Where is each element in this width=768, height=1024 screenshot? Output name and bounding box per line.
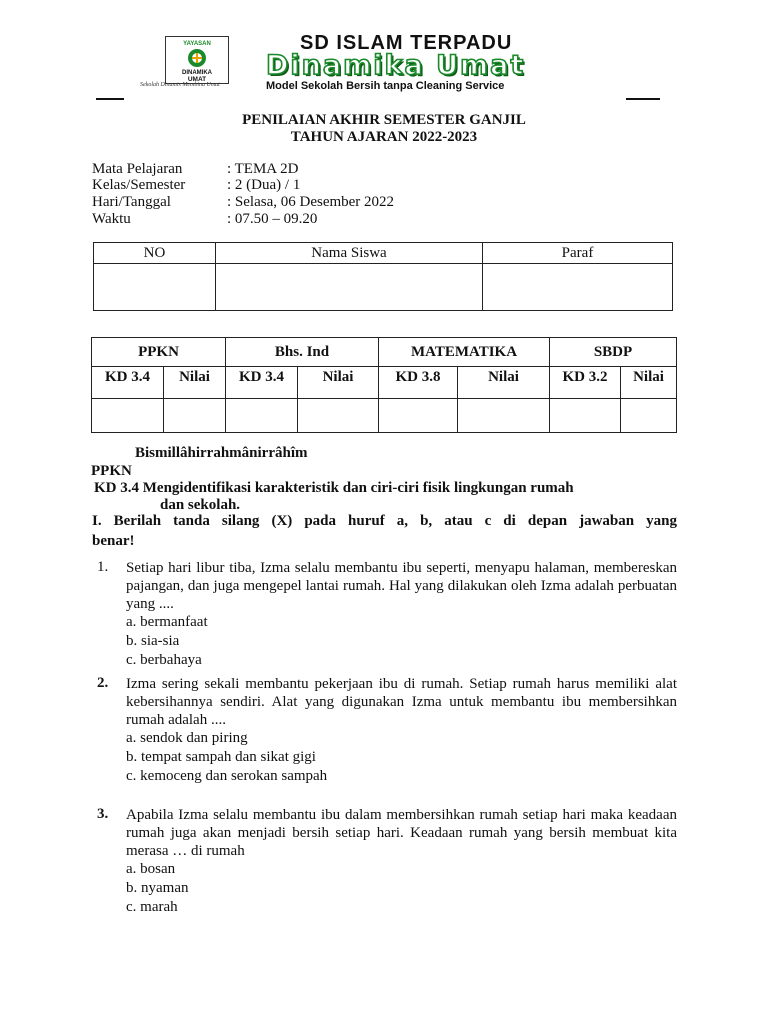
score-cell[interactable] [621, 399, 677, 433]
info-row [92, 177, 300, 194]
kd-header: KD 3.4 [92, 367, 164, 399]
info-value: : TEMA 2D [227, 161, 299, 177]
question-text: Setiap hari libur tiba, Izma selalu membantu ibu seperti, menyapu halaman, membereskan pajangan, dan juga mengepel lantai rumah. Hal yang dilakukan oleh Izma adalah perbuatan yang .... [126, 560, 677, 612]
options [126, 613, 677, 670]
option[interactable]: b. nyaman [126, 880, 189, 896]
question-number: 3. [97, 806, 109, 822]
kd-description-cont: dan sekolah. [160, 497, 241, 513]
question-number: 1. [97, 559, 109, 575]
option[interactable]: a. sendok dan piring [126, 730, 248, 746]
column-header: Nama Siswa [216, 243, 483, 264]
score-cell[interactable] [458, 399, 550, 433]
option[interactable]: b. tempat sampah dan sikat gigi [126, 749, 316, 765]
info-label: Waktu [92, 211, 131, 227]
instruction-cont: benar! [92, 533, 135, 549]
subject-header: SBDP [550, 338, 677, 367]
score-cell[interactable] [226, 399, 298, 433]
option[interactable]: c. marah [126, 899, 178, 915]
logo-text-bottom: UMAT [187, 76, 207, 83]
bismillah: Bismillâhirrahmânirrâhîm [135, 445, 308, 461]
option[interactable]: a. bermanfaat [126, 614, 208, 630]
info-label: Mata Pelajaran [92, 161, 183, 177]
logo-text-top: YAYASAN [183, 41, 211, 47]
subject-header: Bhs. Ind [226, 338, 379, 367]
kd-header: KD 3.8 [379, 367, 458, 399]
question-2 [97, 675, 677, 786]
info-row [92, 211, 317, 228]
question-1 [97, 559, 677, 670]
score-cell[interactable] [379, 399, 458, 433]
exam-title: PENILAIAN AKHIR SEMESTER GANJIL [242, 112, 526, 128]
instruction: I. Berilah tanda silang (X) pada huruf a, b, atau c di depan jawaban yang [92, 513, 677, 529]
info-value: : 07.50 – 09.20 [227, 211, 318, 227]
school-logo [165, 36, 229, 84]
nilai-header: Nilai [298, 367, 379, 399]
no-cell[interactable] [94, 264, 216, 311]
question-text: Apabila Izma selalu membantu ibu dalam membersihkan rumah setiap hari maka keadaan rumah juga akan menjadi bersih setiap hari. Keadaan rumah yang bersih membuat kita merasa … di rumah [126, 807, 677, 859]
score-cell[interactable] [298, 399, 379, 433]
nilai-header: Nilai [164, 367, 226, 399]
info-value: : 2 (Dua) / 1 [227, 177, 301, 193]
logo-tagline: Sekolah Dinamis Membina Umat [140, 82, 220, 88]
exam-year: TAHUN AJARAN 2022-2023 [290, 129, 478, 145]
score-cell[interactable] [550, 399, 621, 433]
option[interactable]: c. kemoceng dan serokan sampah [126, 768, 328, 784]
option[interactable]: b. sia-sia [126, 633, 180, 649]
column-header: Paraf [483, 243, 673, 264]
subject-header: MATEMATIKA [379, 338, 550, 367]
nilai-header: Nilai [621, 367, 677, 399]
option[interactable]: a. bosan [126, 861, 176, 877]
kd-description: KD 3.4 Mengidentifikasi karakteristik dan ciri-ciri fisik lingkungan rumah [94, 480, 574, 496]
question-number: 2. [97, 675, 109, 691]
question-text: Izma sering sekali membantu pekerjaan ibu di rumah. Setiap rumah harus memiliki alat kebersihannya sendiri. Alat yang digunakan Izma untuk membantu ibu membersihkan rumah adalah .... [126, 676, 677, 728]
student-table [93, 242, 673, 311]
score-cell[interactable] [92, 399, 164, 433]
info-value: : Selasa, 06 Desember 2022 [227, 194, 395, 210]
subject-heading: PPKN [91, 463, 132, 479]
school-name: SD ISLAM TERPADU [300, 32, 513, 54]
info-row [92, 194, 394, 211]
options [126, 860, 677, 917]
column-header: NO [94, 243, 216, 264]
score-cell[interactable] [164, 399, 226, 433]
logo-text-mid: DINAMIKA [182, 70, 212, 76]
subject-header: PPKN [92, 338, 226, 367]
info-row [92, 161, 298, 178]
school-brand: Dinamika Umat [266, 50, 526, 81]
nilai-header: Nilai [458, 367, 550, 399]
student-name-cell[interactable] [216, 264, 483, 311]
kd-header: KD 3.4 [226, 367, 298, 399]
school-motto: Model Sekolah Bersih tanpa Cleaning Service [266, 80, 505, 92]
header-rule-left [96, 98, 124, 100]
option[interactable]: c. berbahaya [126, 652, 202, 668]
signature-cell[interactable] [483, 264, 673, 311]
options [126, 729, 677, 786]
header-rule-right [626, 98, 660, 100]
question-3 [97, 806, 677, 917]
info-label: Hari/Tanggal [92, 194, 171, 210]
info-label: Kelas/Semester [92, 177, 186, 193]
score-table [91, 337, 677, 433]
kd-header: KD 3.2 [550, 367, 621, 399]
